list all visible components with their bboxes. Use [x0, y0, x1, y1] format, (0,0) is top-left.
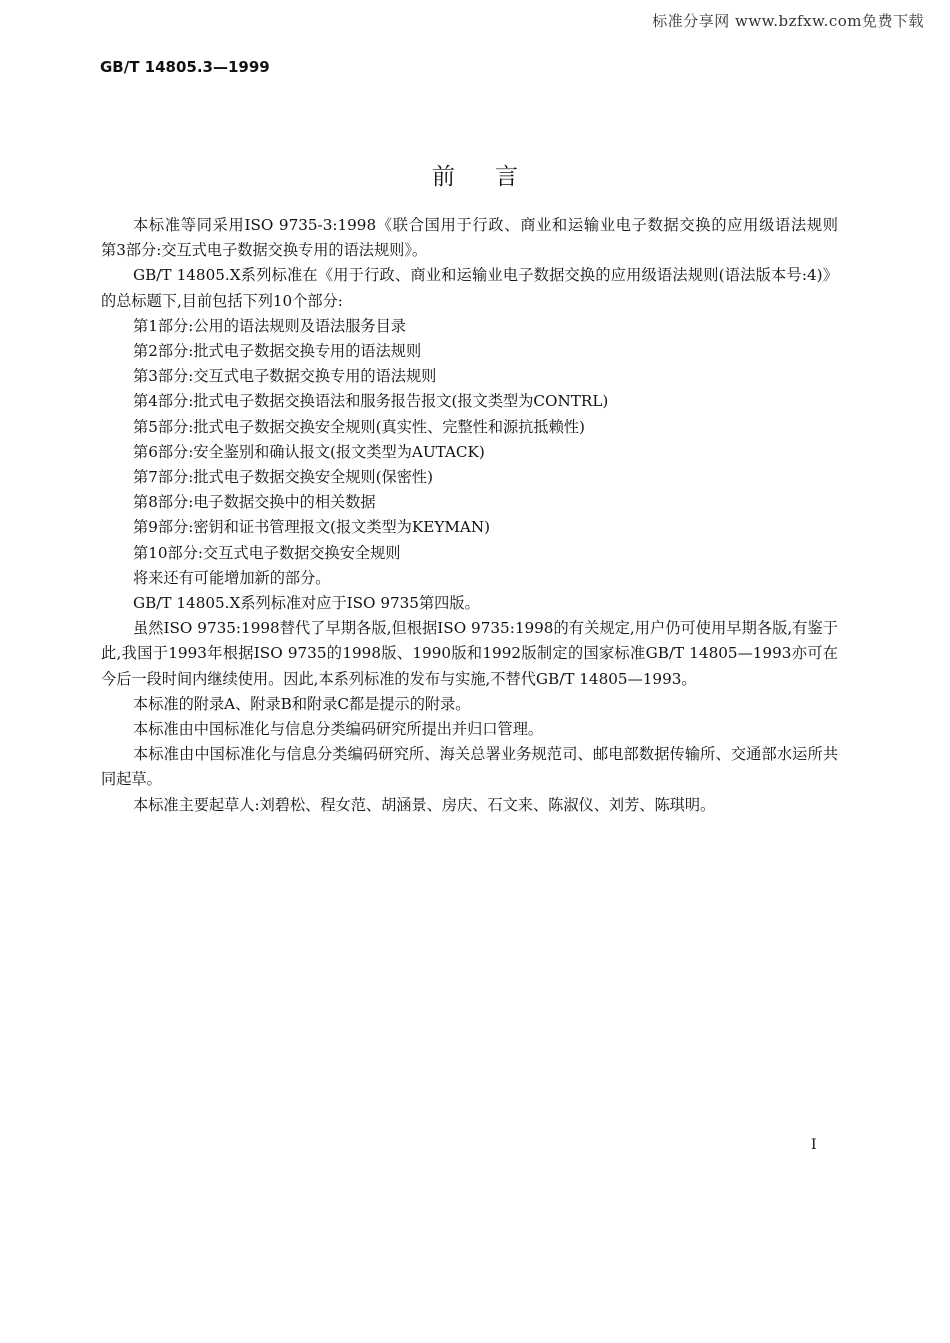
- watermark-text: 标准分享网 www.bzfxw.com免费下载: [652, 12, 924, 30]
- paragraph-series-intro: GB/T 14805.X系列标准在《用于行政、商业和运输业电子数据交换的应用级语法规则(语法版本号:4)》的总标题下,目前包括下列10个部分:: [101, 266, 838, 310]
- list-item-part-5: 第5部分:批式电子数据交换安全规则(真实性、完整性和源抗抵赖性): [133, 417, 585, 436]
- list-item-part-6: 第6部分:安全鉴别和确认报文(报文类型为AUTACK): [133, 442, 485, 461]
- list-item-part-10: 第10部分:交互式电子数据交换安全规则: [133, 543, 401, 562]
- list-item-part-1: 第1部分:公用的语法规则及语法服务目录: [133, 316, 406, 335]
- paragraph-appendices: 本标准的附录A、附录B和附录C都是提示的附录。: [133, 694, 471, 713]
- paragraph-drafters: 本标准主要起草人:刘碧松、程女范、胡涵景、房庆、石文来、陈淑仪、刘芳、陈琪明。: [133, 795, 716, 814]
- list-item-part-2: 第2部分:批式电子数据交换专用的语法规则: [133, 342, 422, 361]
- list-item-part-4: 第4部分:批式电子数据交换语法和服务报告报文(报文类型为CONTRL): [133, 392, 609, 411]
- paragraph-adoption: 本标准等同采用ISO 9735-3:1998《联合国用于行政、商业和运输业电子数据交换的应用级语法规则 第3部分:交互式电子数据交换专用的语法规则》。: [101, 216, 854, 260]
- paragraph-correspondence: GB/T 14805.X系列标准对应于ISO 9735第四版。: [133, 594, 480, 613]
- foreword-body: [101, 213, 854, 818]
- paragraph-replacement-note: 虽然ISO 9735:1998替代了早期各版,但根据ISO 9735:1998的有关规定,用户仍可使用早期各版,有鉴于此,我国于1993年根据ISO 9735的1998版、1990版和1992版制定的国家标准GB/T 14805—1993亦可在今后一段时间内继续使用。因此,本系列标准的发布与实施,不替代GB/T 14805—1993。: [101, 619, 838, 688]
- page-number: I: [811, 1137, 817, 1153]
- list-item-part-7: 第7部分:批式电子数据交换安全规则(保密性): [133, 468, 434, 487]
- paragraph-drafting-units: 本标准由中国标准化与信息分类编码研究所、海关总署业务规范司、邮电部数据传输所、交通部水运所共同起草。: [101, 745, 838, 789]
- page-title: 前言: [432, 164, 558, 190]
- paragraph-proposer: 本标准由中国标准化与信息分类编码研究所提出并归口管理。: [133, 720, 544, 739]
- standard-code: GB/T 14805.3—1999: [100, 58, 270, 76]
- list-item-part-8: 第8部分:电子数据交换中的相关数据: [133, 493, 376, 512]
- paragraph-future-parts: 将来还有可能增加新的部分。: [133, 568, 331, 587]
- list-item-part-3: 第3部分:交互式电子数据交换专用的语法规则: [133, 367, 437, 386]
- list-item-part-9: 第9部分:密钥和证书管理报文(报文类型为KEYMAN): [133, 518, 491, 537]
